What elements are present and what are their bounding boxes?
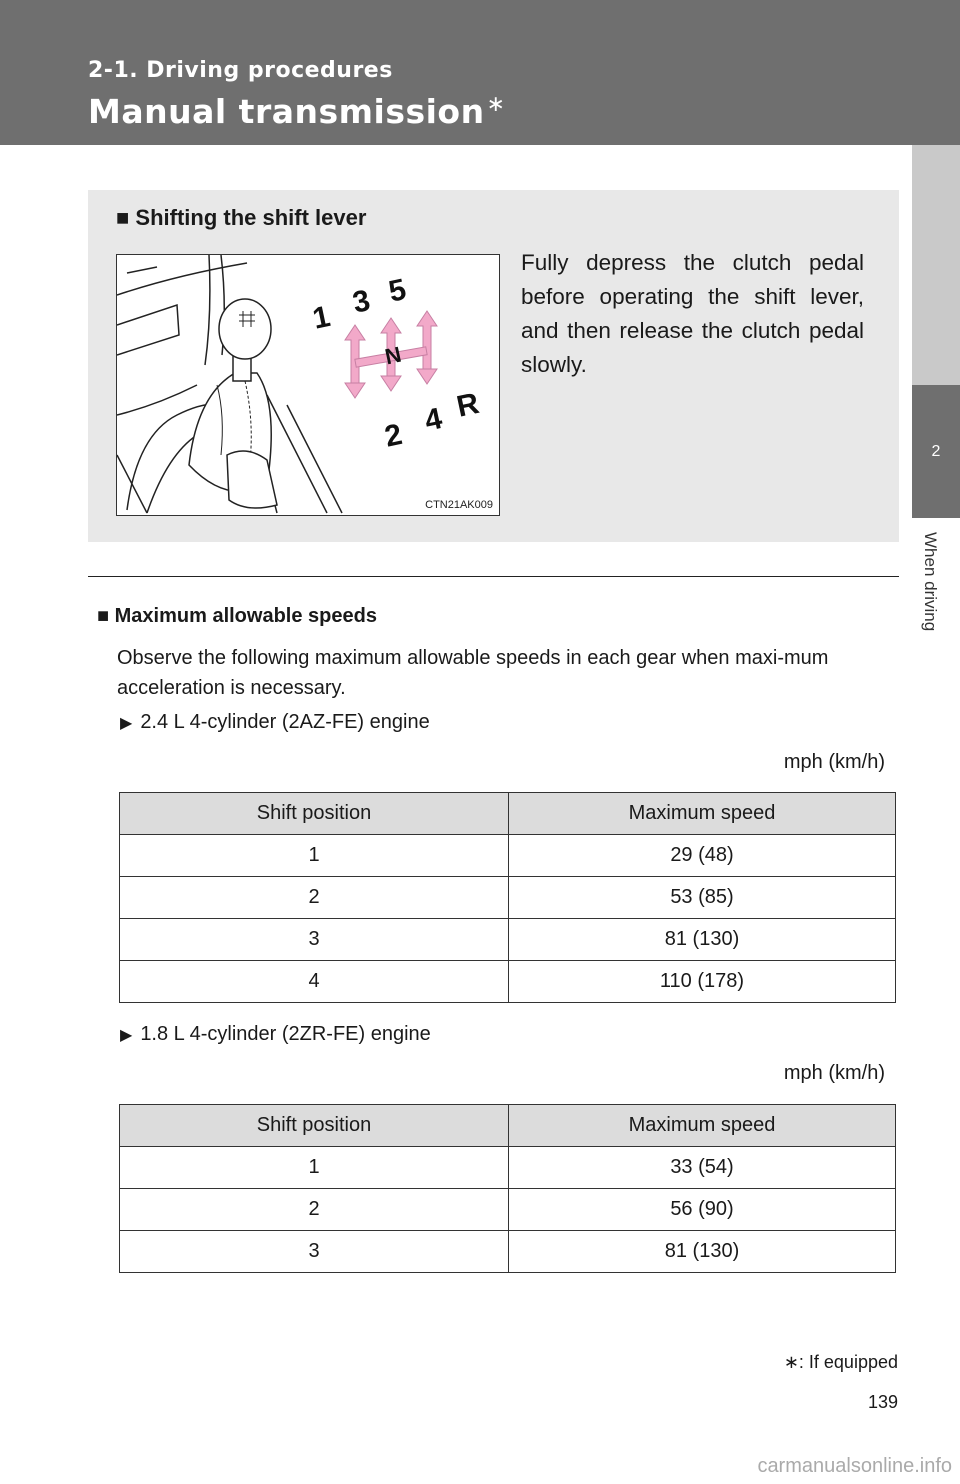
- gear-label-3: 3: [349, 283, 374, 320]
- table-header-row: [120, 1105, 896, 1147]
- max-speed-cell: 81 (130): [509, 1231, 896, 1273]
- speeds-heading: ■ Maximum allowable speeds: [97, 605, 377, 627]
- shift-position-cell: 2: [120, 877, 509, 919]
- watermark: carmanualsonline.info: [757, 1455, 952, 1477]
- shift-lever-drawing: [117, 255, 499, 515]
- table-row: [120, 1189, 896, 1231]
- box-heading: ■ Shifting the shift lever: [116, 205, 367, 230]
- page-number: 139: [867, 1392, 898, 1412]
- title-asterisk: ∗: [486, 92, 506, 117]
- max-speed-cell: 33 (54): [509, 1147, 896, 1189]
- gear-label-5: 5: [385, 272, 410, 309]
- column-header: Shift position: [120, 1105, 509, 1147]
- max-speed-cell: 110 (178): [509, 961, 896, 1003]
- table-row: [120, 919, 896, 961]
- shift-position-cell: 3: [120, 1231, 509, 1273]
- engine-label: 1.8 L 4-cylinder (2ZR-FE) engine: [140, 1023, 431, 1045]
- max-speed-cell: 81 (130): [509, 919, 896, 961]
- engine-line: [120, 1023, 431, 1046]
- table-header-row: [120, 793, 896, 835]
- table-row: [120, 835, 896, 877]
- shift-position-cell: 3: [120, 919, 509, 961]
- max-speed-cell: 53 (85): [509, 877, 896, 919]
- speeds-intro: Observe the following maximum allowable speeds in each gear when maxi-mum acceleration is necessary.: [117, 647, 829, 699]
- shift-position-cell: 1: [120, 835, 509, 877]
- gear-label-2: 2: [381, 417, 406, 454]
- gear-label-n: N: [382, 341, 404, 370]
- footnote: ∗: If equipped: [783, 1352, 898, 1372]
- section-divider: [88, 576, 899, 577]
- max-speed-cell: 29 (48): [509, 835, 896, 877]
- engine-line: [120, 711, 430, 734]
- unit-label: mph (km/h): [783, 1062, 885, 1084]
- chapter-tab[interactable]: 2: [912, 385, 960, 518]
- table-row: [120, 1231, 896, 1273]
- unit-label: mph (km/h): [783, 751, 885, 773]
- page-title-text: Manual transmission: [88, 92, 485, 131]
- column-header: Maximum speed: [509, 1105, 896, 1147]
- side-tab-spacer: [912, 145, 960, 385]
- illustration-code: CTN21AK009: [425, 499, 493, 511]
- speed-table-2az: [119, 792, 896, 1003]
- shift-lever-illustration: [116, 254, 500, 516]
- shift-position-cell: 2: [120, 1189, 509, 1231]
- gear-label-4: 4: [421, 401, 446, 438]
- arrow-icon: ▶: [120, 1027, 133, 1044]
- gear-label-1: 1: [309, 299, 334, 336]
- speed-table-2zr: [119, 1104, 896, 1273]
- arrow-icon: ▶: [120, 715, 133, 732]
- table-row: [120, 1147, 896, 1189]
- shift-position-cell: 1: [120, 1147, 509, 1189]
- gear-label-r: R: [453, 386, 482, 424]
- max-speed-cell: 56 (90): [509, 1189, 896, 1231]
- column-header: Shift position: [120, 793, 509, 835]
- page-title: [88, 92, 506, 131]
- chapter-label: When driving: [921, 532, 940, 632]
- section-label: 2-1. Driving procedures: [88, 58, 393, 83]
- table-row: [120, 961, 896, 1003]
- table-row: [120, 877, 896, 919]
- column-header: Maximum speed: [509, 793, 896, 835]
- shift-position-cell: 4: [120, 961, 509, 1003]
- engine-label: 2.4 L 4-cylinder (2AZ-FE) engine: [140, 711, 430, 733]
- box-text: Fully depress the clutch pedal before operating the shift lever, and then release the clutch pedal slowly.: [521, 250, 864, 377]
